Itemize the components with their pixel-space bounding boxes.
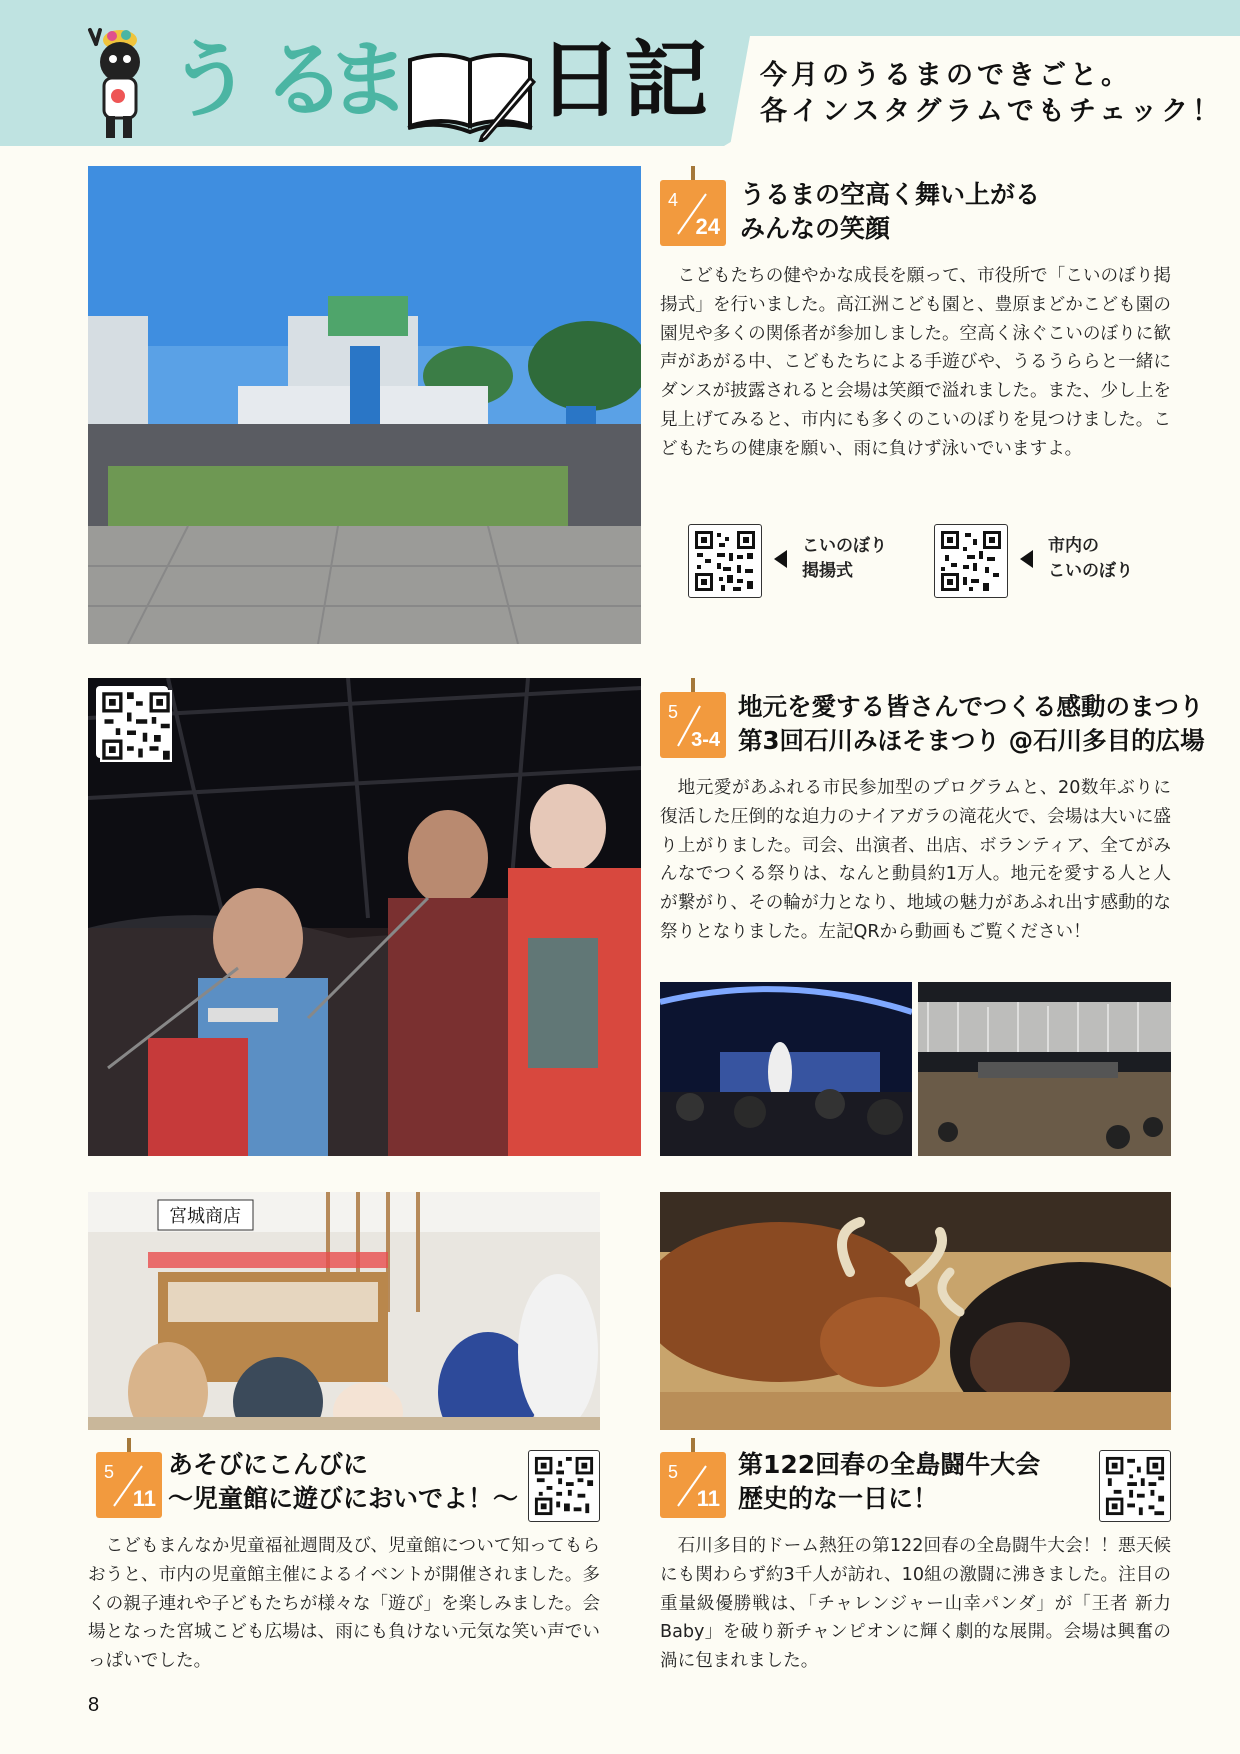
article-4-title-line-2: 歴史的な一日に！	[738, 1484, 939, 1513]
koinobori-group-photo	[88, 166, 641, 644]
qr-label-line-2: こいのぼり	[1048, 561, 1133, 581]
qr-label-city-koinobori	[1048, 534, 1133, 584]
article-3-title	[168, 1448, 518, 1516]
qr-code-bullfight[interactable]	[1099, 1450, 1171, 1522]
arrow-left-icon	[774, 550, 787, 568]
article-1-title-line-1: うるまの空高く舞い上がる	[740, 180, 1041, 209]
article-1-body: こどもたちの健やかな成長を願って、市役所で「こいのぼり掲揚式」を行いました。高江洲こども園と、豊原まどかこども園の園児や多くの関係者が参加しました。空高く泳ぐこいのぼりに歓声があがる中、こどもたちによる手遊びや、うるうららと一緒にダンスが披露されると会場は笑顔で溢れました。また、少し上を見上げてみると、市内にも多くのこいのぼりを見つけました。こどもたちの健康を願い、雨に負けず泳いでいますよ。	[660, 266, 1171, 459]
page-number: 8	[88, 1694, 100, 1716]
childrens-hall-photo	[88, 1192, 600, 1430]
date-day: 11	[132, 1486, 156, 1511]
header-title-char-4: 日	[538, 30, 623, 129]
qr-code-icon	[693, 529, 757, 593]
fireworks-photo	[918, 982, 1171, 1156]
qr-label-line-1: こいのぼり	[802, 536, 887, 556]
article-3-body: こどもまんなか児童福祉週間及び、児童館について知ってもらおうと、市内の児童館主催によるイベントが開催されました。多くの親子連れや子どもたちが様々な「遊び」を楽しみました。会場となった宮城こども広場は、雨にも負けない元気な笑い声でいっぱいでした。	[88, 1536, 600, 1672]
festival-stage-photo	[88, 678, 641, 1156]
qr-code-icon	[533, 1455, 595, 1517]
date-day: 24	[695, 214, 720, 239]
date-month: 5	[104, 1462, 115, 1482]
qr-code-festival-video[interactable]	[96, 686, 168, 758]
header-tagline	[760, 58, 1223, 130]
date-badge-5-11	[660, 1452, 726, 1518]
qr-code-koinobori-ceremony[interactable]	[688, 524, 762, 598]
qr-code-icon	[100, 690, 172, 762]
article-3-title-line-1: あそびにこんびに	[168, 1450, 369, 1479]
header-title-char-3: ま	[326, 30, 411, 129]
date-badge-4-24	[660, 180, 726, 246]
qr-code-childrens-hall[interactable]	[528, 1450, 600, 1522]
article-1-title	[740, 178, 1040, 246]
date-month: 4	[668, 190, 679, 210]
header-title-char-1: う	[168, 30, 253, 129]
date-day: 11	[696, 1486, 720, 1511]
date-badge-5-11	[96, 1452, 162, 1518]
qr-code-icon	[939, 529, 1003, 593]
article-4-title-line-1: 第122回春の全島闘牛大会	[738, 1450, 1041, 1479]
header-tagline-line-1: 今月のうるまのできごと。	[760, 60, 1132, 91]
article-2-title	[738, 690, 1205, 758]
article-2-title-line-1: 地元を愛する皆さんでつくる感動のまつり	[738, 692, 1204, 721]
qr-code-city-koinobori[interactable]	[934, 524, 1008, 598]
festival-crowd-photo	[660, 982, 912, 1156]
qr-label-koinobori-ceremony	[802, 534, 887, 584]
article-1-title-line-2: みんなの笑顔	[740, 214, 891, 243]
header-tagline-line-2: 各インスタグラムでもチェック！	[760, 96, 1224, 127]
date-day: 3-4	[691, 729, 720, 751]
book-pen-icon	[404, 42, 544, 142]
article-2-body: 地元愛があふれる市民参加型のプログラムと、20数年ぶりに復活した圧倒的な迫力のナイアガラの滝花火で、会場は大いに盛り上がりました。司会、出演者、出店、ボランティア、全てがみんなでつくる祭りは、なんと動員約1万人。地元を愛する人と人が繋がり、その輪が力となり、地域の魅力があふれ出す感動的な祭りとなりました。左記QRから動画もご覧ください！	[660, 778, 1171, 942]
qr-label-line-1: 市内の	[1048, 536, 1099, 556]
article-3-title-line-2: 〜児童館に遊びにおいでよ！〜	[168, 1484, 519, 1513]
header-title-char-2: る	[262, 30, 347, 129]
date-month: 5	[668, 1462, 679, 1482]
qr-label-line-2: 掲揚式	[802, 561, 853, 581]
bullfight-photo	[660, 1192, 1171, 1430]
mascot-icon	[86, 26, 152, 142]
date-month: 5	[668, 702, 679, 722]
shop-sign: 宮城商店	[169, 1206, 241, 1227]
qr-code-icon	[1104, 1455, 1166, 1517]
article-4-body: 石川多目的ドーム熱狂の第122回春の全島闘牛大会！！悪天候にも関わらず約3千人が訪れ、10組の激闘に沸きました。注目の重量級優勝戦は、「チャレンジャー山幸パンダ」が「王者 新力Baby」を破り新チャンピオンに輝く劇的な展開。会場は興奮の渦に包まれました。	[660, 1536, 1171, 1672]
arrow-left-icon	[1020, 550, 1033, 568]
date-badge-5-3-4	[660, 692, 726, 758]
header-title-char-5: 記	[624, 30, 709, 129]
article-4-title	[738, 1448, 1040, 1516]
article-2-title-line-2: 第3回石川みほそまつり @石川多目的広場	[738, 726, 1205, 755]
